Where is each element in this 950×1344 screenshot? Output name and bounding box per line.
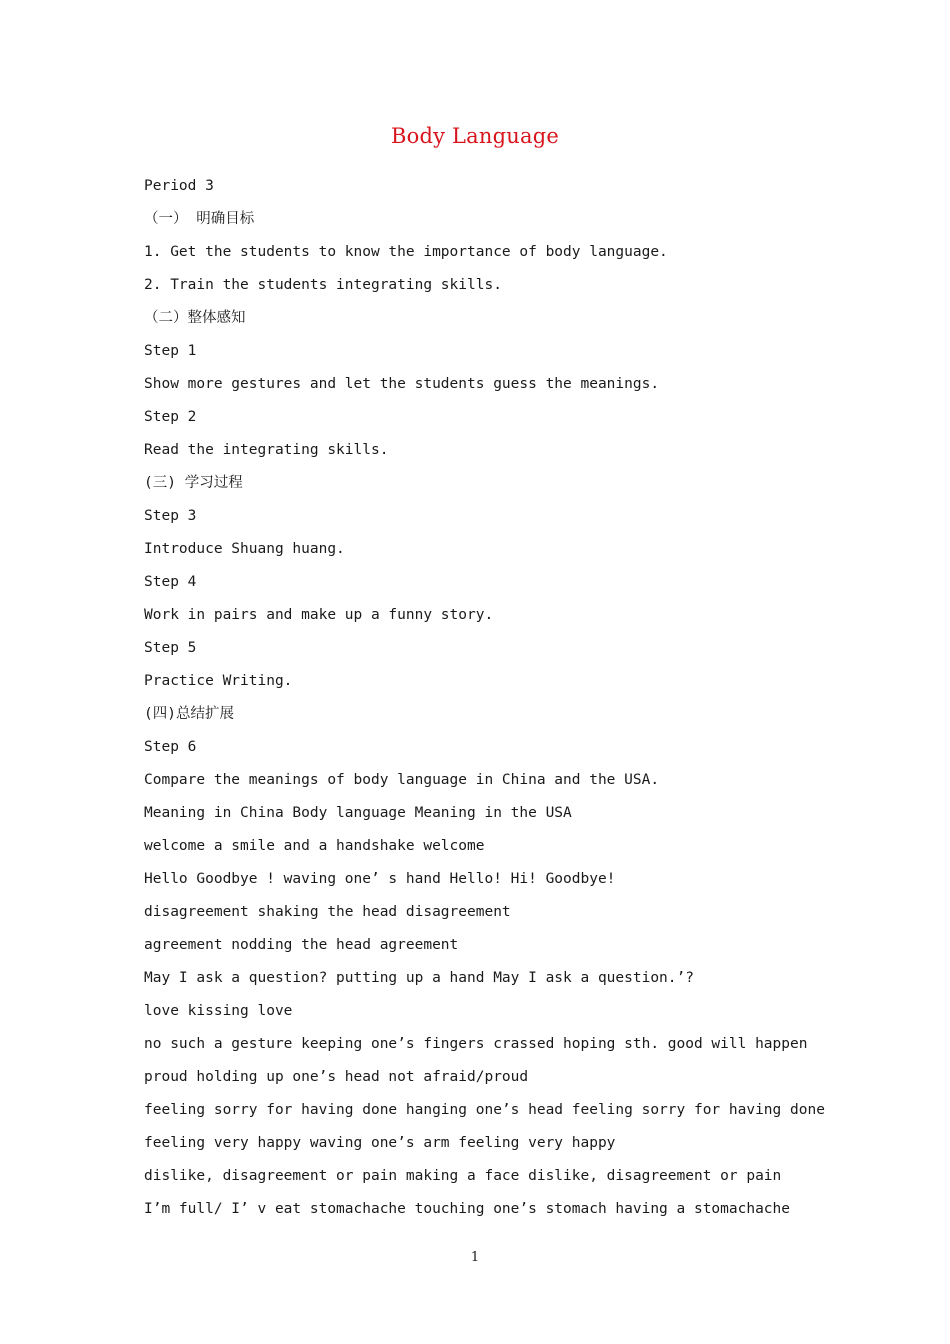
text-line: Show more gestures and let the students guess the meanings. (144, 376, 660, 392)
comparison-row: agreement nodding the head agreement (144, 937, 459, 953)
comparison-header: Meaning in China Body language Meaning in the USA (144, 805, 572, 821)
step-label: Step 1 (144, 343, 197, 359)
document-title: Body Language (390, 124, 559, 148)
text-line: Work in pairs and make up a funny story. (144, 607, 494, 623)
comparison-row: love kissing love (144, 1003, 293, 1019)
section-heading: （二）整体感知 (144, 310, 246, 326)
comparison-row: feeling very happy waving one’s arm feeling very happy (144, 1135, 616, 1151)
comparison-row: welcome a smile and a handshake welcome (144, 838, 485, 854)
comparison-row: no such a gesture keeping one’s fingers crassed hoping sth. good will happen (144, 1036, 808, 1052)
text-line: Compare the meanings of body language in China and the USA. (144, 772, 660, 788)
section-heading: (三) 学习过程 (144, 475, 243, 491)
step-label: Step 4 (144, 574, 197, 590)
document-body (144, 176, 864, 1232)
comparison-row: disagreement shaking the head disagreement (144, 904, 511, 920)
comparison-row: Hello Goodbye ! waving one’ s hand Hello! Hi! Goodbye! (144, 871, 616, 887)
comparison-row: dislike, disagreement or pain making a face dislike, disagreement or pain (144, 1168, 782, 1184)
text-line: Introduce Shuang huang. (144, 541, 345, 557)
text-line: Practice Writing. (144, 673, 293, 689)
step-label: Step 6 (144, 739, 197, 755)
step-label: Step 3 (144, 508, 197, 524)
comparison-row: May I ask a question? putting up a hand May I ask a question.’? (144, 970, 694, 986)
step-label: Step 2 (144, 409, 197, 425)
comparison-row: I’m full/ I’ v eat stomachache touching one’s stomach having a stomachache (144, 1201, 791, 1217)
text-line: Period 3 (144, 178, 214, 194)
page-number: 1 (470, 1250, 480, 1265)
comparison-row: proud holding up one’s head not afraid/proud (144, 1069, 529, 1085)
comparison-row: feeling sorry for having done hanging one’s head feeling sorry for having done (144, 1102, 825, 1118)
section-heading: （一） 明确目标 (144, 211, 255, 227)
section-heading: (四)总结扩展 (144, 706, 234, 722)
text-line: 2. Train the students integrating skills. (144, 277, 502, 293)
text-line: 1. Get the students to know the importance of body language. (144, 244, 668, 260)
step-label: Step 5 (144, 640, 197, 656)
text-line: Read the integrating skills. (144, 442, 389, 458)
